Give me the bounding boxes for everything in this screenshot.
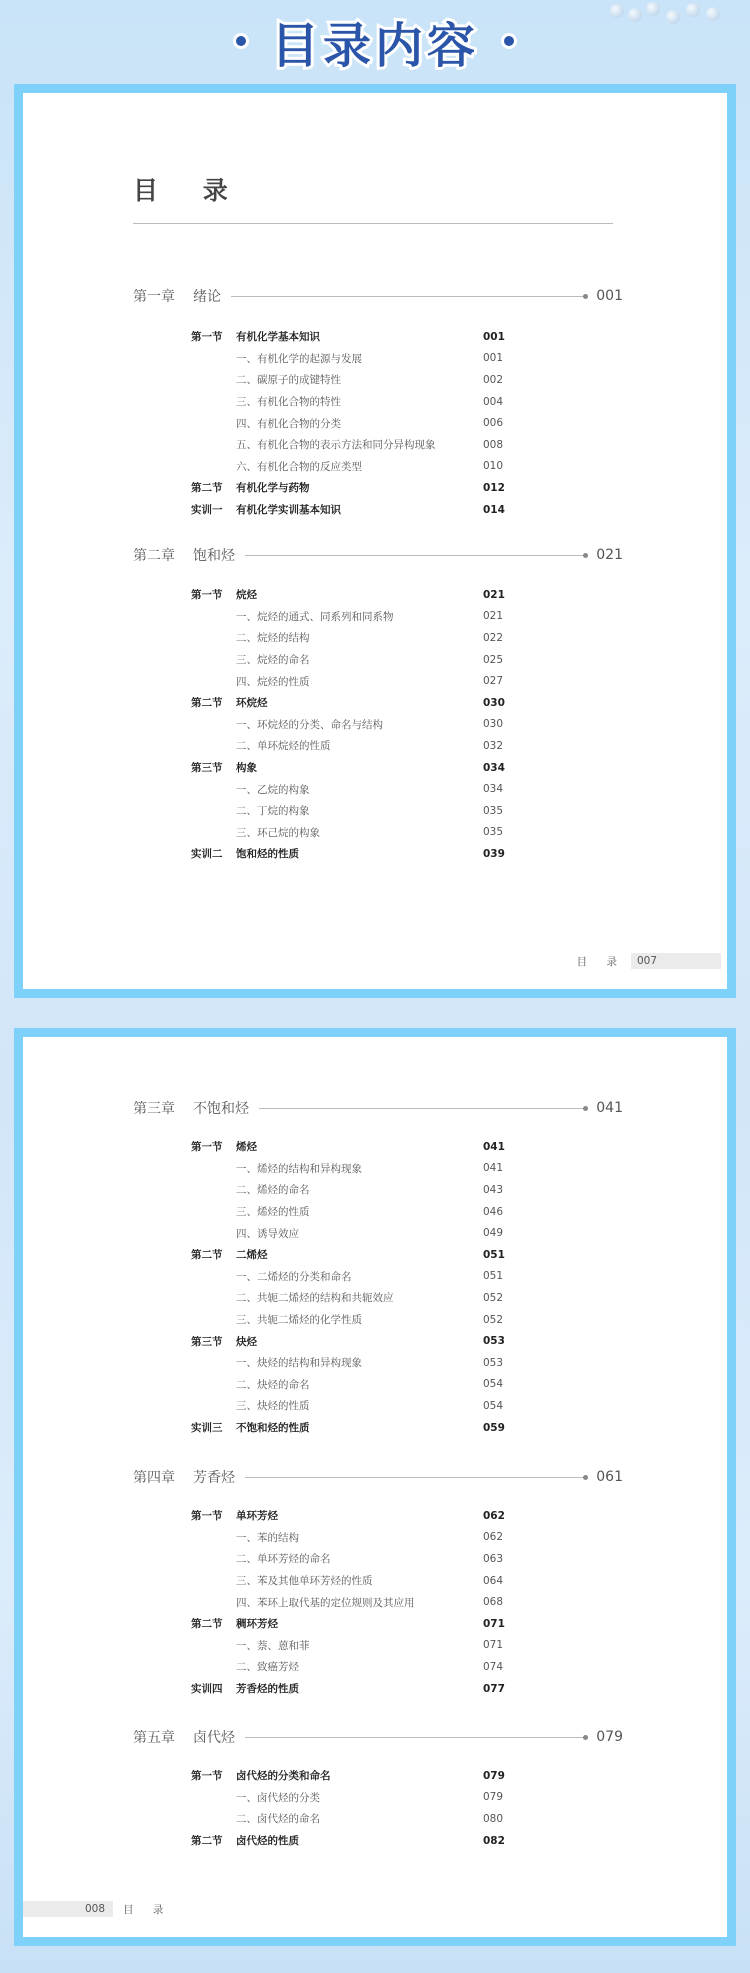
toc-subsection-entry[interactable] [133, 1570, 623, 1592]
entry-title: 有机化学基本知识 [236, 331, 320, 344]
entry-title: 一、乙烷的构象 [236, 783, 310, 796]
toc-subsection-entry[interactable] [133, 627, 623, 649]
entry-title: 二、致癌芳烃 [236, 1661, 299, 1674]
leader-line [245, 555, 586, 556]
toc-section-entry[interactable] [133, 1330, 623, 1352]
entry-title: 稠环芳烃 [236, 1618, 278, 1631]
toc-subsection-entry[interactable] [133, 1374, 623, 1396]
toc-subsection-entry[interactable] [133, 1787, 623, 1809]
entry-page-number: 039 [483, 847, 505, 860]
toc-subsection-entry[interactable] [133, 1309, 623, 1331]
entry-page-number: 006 [483, 417, 504, 430]
entry-page-number: 079 [483, 1791, 504, 1804]
toc-section-entry[interactable] [133, 1417, 623, 1439]
entry-title: 三、炔烃的性质 [236, 1400, 310, 1413]
entry-title: 有机化学与药物 [236, 482, 310, 495]
chapter-name: 饱和烃 [193, 548, 235, 564]
page-title: 目 录 [133, 176, 246, 205]
toc-subsection-entry[interactable] [133, 412, 623, 434]
chapter-number: 第四章 [133, 1470, 175, 1486]
entry-title: 一、炔烃的结构和异构现象 [236, 1357, 362, 1370]
chapter-number: 第二章 [133, 548, 175, 564]
entry-title: 烷烃 [236, 589, 257, 602]
entry-page-number: 071 [483, 1617, 505, 1630]
toc-subsection-entry[interactable] [133, 670, 623, 692]
bubbles-decoration [610, 0, 730, 30]
entry-title: 三、有机化合物的特性 [236, 396, 341, 409]
entry-page-number: 054 [483, 1399, 504, 1412]
entry-title: 二、卤代烃的命名 [236, 1813, 320, 1826]
entry-page-number: 052 [483, 1313, 504, 1326]
entry-title: 一、苯的结构 [236, 1531, 299, 1544]
entry-label: 实训四 [191, 1683, 223, 1696]
toc-subsection-entry[interactable] [133, 1395, 623, 1417]
toc-subsection-entry[interactable] [133, 369, 623, 391]
toc-subsection-entry[interactable] [133, 1179, 623, 1201]
chapter-page: 001 [596, 288, 623, 304]
entry-title: 四、有机化合物的分类 [236, 417, 341, 430]
entry-title: 一、环烷烃的分类、命名与结构 [236, 718, 383, 731]
toc-section-entry[interactable] [133, 1830, 623, 1852]
toc-subsection-entry[interactable] [133, 1201, 623, 1223]
toc-subsection-entry[interactable] [133, 391, 623, 413]
toc-subsection-entry[interactable] [133, 1591, 623, 1613]
entry-page-number: 064 [483, 1574, 504, 1587]
entry-page-number: 004 [483, 395, 504, 408]
toc-section-entry[interactable] [133, 584, 623, 606]
entry-title: 五、有机化合物的表示方法和同分异构现象 [236, 439, 436, 452]
toc-subsection-entry[interactable] [133, 456, 623, 478]
entry-label: 第一节 [191, 1141, 223, 1154]
entry-page-number: 034 [483, 761, 505, 774]
footer-page-number: 007 [631, 953, 721, 969]
footer-label: 目 录 [576, 955, 625, 968]
entry-label: 第三节 [191, 762, 223, 775]
chapter-heading [133, 1097, 623, 1119]
entry-title: 三、共轭二烯烃的化学性质 [236, 1314, 362, 1327]
entry-title: 二烯烃 [236, 1249, 268, 1262]
entry-page-number: 071 [483, 1639, 504, 1652]
chapter-entries [133, 326, 623, 520]
entry-title: 单环芳烃 [236, 1510, 278, 1523]
entry-page-number: 062 [483, 1531, 504, 1544]
entry-title: 二、碳原子的成键特性 [236, 374, 341, 387]
entry-title: 饱和烃的性质 [236, 848, 299, 861]
toc-subsection-entry[interactable] [133, 1548, 623, 1570]
chapter-number: 第一章 [133, 289, 175, 305]
banner-title: 目录内容 [270, 17, 479, 74]
entry-title: 二、单环烷烃的性质 [236, 740, 331, 753]
chapter-heading [133, 1466, 623, 1488]
toc-subsection-entry[interactable] [133, 714, 623, 736]
entry-page-number: 034 [483, 783, 504, 796]
entry-label: 实训一 [191, 504, 223, 517]
entry-label: 第一节 [191, 1770, 223, 1783]
leader-line [245, 1737, 586, 1738]
entry-title: 二、共轭二烯烃的结构和共轭效应 [236, 1292, 394, 1305]
toc-subsection-entry[interactable] [133, 1527, 623, 1549]
entry-label: 实训三 [191, 1422, 223, 1435]
chapter-heading [133, 285, 623, 307]
toc-subsection-entry[interactable] [133, 1656, 623, 1678]
entry-page-number: 027 [483, 675, 504, 688]
entry-page-number: 079 [483, 1769, 505, 1782]
entry-page-number: 051 [483, 1248, 505, 1261]
entry-page-number: 051 [483, 1270, 504, 1283]
entry-page-number: 068 [483, 1596, 504, 1609]
chapter-name: 绪论 [193, 289, 221, 305]
toc-subsection-entry[interactable] [133, 1352, 623, 1374]
chapter-entries [133, 584, 623, 865]
toc-section-entry[interactable] [133, 1678, 623, 1700]
toc-subsection-entry[interactable] [133, 822, 623, 844]
leader-line [231, 296, 586, 297]
entry-title: 一、二烯烃的分类和命名 [236, 1270, 352, 1283]
entry-page-number: 077 [483, 1682, 505, 1695]
toc-section-entry[interactable] [133, 1244, 623, 1266]
banner-dot-left [233, 33, 249, 49]
chapter-page: 021 [596, 547, 623, 563]
footer-page-number: 008 [23, 1901, 113, 1917]
chapter-page: 041 [596, 1100, 623, 1116]
entry-title: 四、烷烃的性质 [236, 675, 310, 688]
entry-page-number: 035 [483, 804, 504, 817]
toc-section-entry[interactable] [133, 499, 623, 521]
leader-line [245, 1477, 586, 1478]
entry-title: 环烷烃 [236, 697, 268, 710]
chapter-heading [133, 1726, 623, 1748]
toc-subsection-entry[interactable] [133, 778, 623, 800]
entry-page-number: 059 [483, 1421, 505, 1434]
entry-label: 第二节 [191, 1835, 223, 1848]
entry-title: 卤代烃的分类和命名 [236, 1770, 331, 1783]
entry-label: 第一节 [191, 1510, 223, 1523]
entry-label: 第二节 [191, 697, 223, 710]
entry-page-number: 054 [483, 1378, 504, 1391]
toc-subsection-entry[interactable] [133, 1635, 623, 1657]
entry-title: 三、烯烃的性质 [236, 1206, 310, 1219]
entry-title: 一、烷烃的通式、同系列和同系物 [236, 610, 394, 623]
entry-page-number: 022 [483, 631, 504, 644]
chapter-entries [133, 1765, 623, 1851]
entry-label: 第二节 [191, 482, 223, 495]
page-footer [577, 953, 721, 969]
entry-page-number: 041 [483, 1140, 505, 1153]
entry-page-number: 021 [483, 610, 504, 623]
entry-title: 二、烯烃的命名 [236, 1184, 310, 1197]
chapter-number: 第五章 [133, 1730, 175, 1746]
toc-subsection-entry[interactable] [133, 434, 623, 456]
chapter-heading [133, 544, 623, 566]
entry-page-number: 063 [483, 1552, 504, 1565]
entry-page-number: 046 [483, 1205, 504, 1218]
toc-section-entry[interactable] [133, 757, 623, 779]
entry-page-number: 041 [483, 1162, 504, 1175]
entry-page-number: 035 [483, 826, 504, 839]
entry-page-number: 052 [483, 1291, 504, 1304]
toc-section-entry[interactable] [133, 1136, 623, 1158]
toc-subsection-entry[interactable] [133, 1222, 623, 1244]
entry-page-number: 082 [483, 1834, 505, 1847]
entry-title: 二、烷烃的结构 [236, 632, 310, 645]
entry-page-number: 002 [483, 373, 504, 386]
entry-page-number: 062 [483, 1509, 505, 1522]
leader-line [259, 1108, 586, 1109]
toc-subsection-entry[interactable] [133, 800, 623, 822]
toc-section-entry[interactable] [133, 692, 623, 714]
entry-title: 二、丁烷的构象 [236, 805, 310, 818]
entry-title: 一、卤代烃的分类 [236, 1791, 320, 1804]
toc-page-2 [14, 1028, 736, 1946]
toc-subsection-entry[interactable] [133, 735, 623, 757]
chapter-name: 芳香烃 [193, 1470, 235, 1486]
entry-title: 构象 [236, 762, 257, 775]
chapter-name: 不饱和烃 [193, 1101, 249, 1117]
toc-section-entry[interactable] [133, 1613, 623, 1635]
page-footer [23, 1901, 171, 1917]
entry-title: 烯烃 [236, 1141, 257, 1154]
toc-section-entry[interactable] [133, 326, 623, 348]
entry-label: 第二节 [191, 1249, 223, 1262]
entry-title: 四、诱导效应 [236, 1227, 299, 1240]
entry-page-number: 043 [483, 1183, 504, 1196]
entry-page-number: 080 [483, 1812, 504, 1825]
entry-page-number: 030 [483, 696, 505, 709]
entry-page-number: 001 [483, 330, 505, 343]
entry-label: 第二节 [191, 1618, 223, 1631]
entry-page-number: 010 [483, 460, 504, 473]
toc-subsection-entry[interactable] [133, 1287, 623, 1309]
entry-title: 三、环己烷的构象 [236, 826, 320, 839]
entry-title: 有机化学实训基本知识 [236, 504, 341, 517]
entry-label: 第三节 [191, 1335, 223, 1348]
entry-title: 三、苯及其他单环芳烃的性质 [236, 1575, 373, 1588]
chapter-name: 卤代烃 [193, 1730, 235, 1746]
entry-page-number: 030 [483, 718, 504, 731]
entry-page-number: 074 [483, 1660, 504, 1673]
toc-page-1 [14, 84, 736, 998]
toc-subsection-entry[interactable] [133, 606, 623, 628]
entry-page-number: 053 [483, 1335, 505, 1348]
entry-label: 第一节 [191, 589, 223, 602]
entry-title: 三、烷烃的命名 [236, 654, 310, 667]
toc-subsection-entry[interactable] [133, 1266, 623, 1288]
entry-title: 芳香烃的性质 [236, 1683, 299, 1696]
toc-section-entry[interactable] [133, 1505, 623, 1527]
chapter-page: 079 [596, 1729, 623, 1745]
chapter-entries [133, 1505, 623, 1699]
chapter-page: 061 [596, 1469, 623, 1485]
entry-label: 实训二 [191, 848, 223, 861]
entry-page-number: 008 [483, 438, 504, 451]
entry-title: 炔烃 [236, 1335, 257, 1348]
entry-title: 一、烯烃的结构和异构现象 [236, 1162, 362, 1175]
toc-subsection-entry[interactable] [133, 649, 623, 671]
entry-page-number: 012 [483, 481, 505, 494]
entry-page-number: 014 [483, 503, 505, 516]
entry-page-number: 053 [483, 1356, 504, 1369]
toc-subsection-entry[interactable] [133, 1158, 623, 1180]
entry-page-number: 049 [483, 1227, 504, 1240]
toc-section-entry[interactable] [133, 477, 623, 499]
entry-title: 六、有机化合物的反应类型 [236, 460, 362, 473]
chapter-entries [133, 1136, 623, 1438]
entry-label: 第一节 [191, 331, 223, 344]
footer-label: 目 录 [123, 1903, 172, 1916]
entry-page-number: 032 [483, 739, 504, 752]
toc-section-entry[interactable] [133, 1765, 623, 1787]
entry-title: 四、苯环上取代基的定位规则及其应用 [236, 1596, 415, 1609]
chapter-number: 第三章 [133, 1101, 175, 1117]
entry-page-number: 021 [483, 588, 505, 601]
entry-title: 一、有机化学的起源与发展 [236, 352, 362, 365]
entry-title: 二、炔烃的命名 [236, 1378, 310, 1391]
entry-title: 一、萘、蒽和菲 [236, 1639, 310, 1652]
toc-subsection-entry[interactable] [133, 1808, 623, 1830]
entry-title: 卤代烃的性质 [236, 1835, 299, 1848]
entry-page-number: 001 [483, 352, 504, 365]
toc-section-entry[interactable] [133, 843, 623, 865]
title-divider [133, 223, 613, 224]
entry-title: 二、单环芳烃的命名 [236, 1553, 331, 1566]
entry-title: 不饱和烃的性质 [236, 1422, 310, 1435]
entry-page-number: 025 [483, 653, 504, 666]
toc-subsection-entry[interactable] [133, 348, 623, 370]
banner-dot-right [501, 33, 517, 49]
bottom-decoration [0, 1946, 750, 1973]
